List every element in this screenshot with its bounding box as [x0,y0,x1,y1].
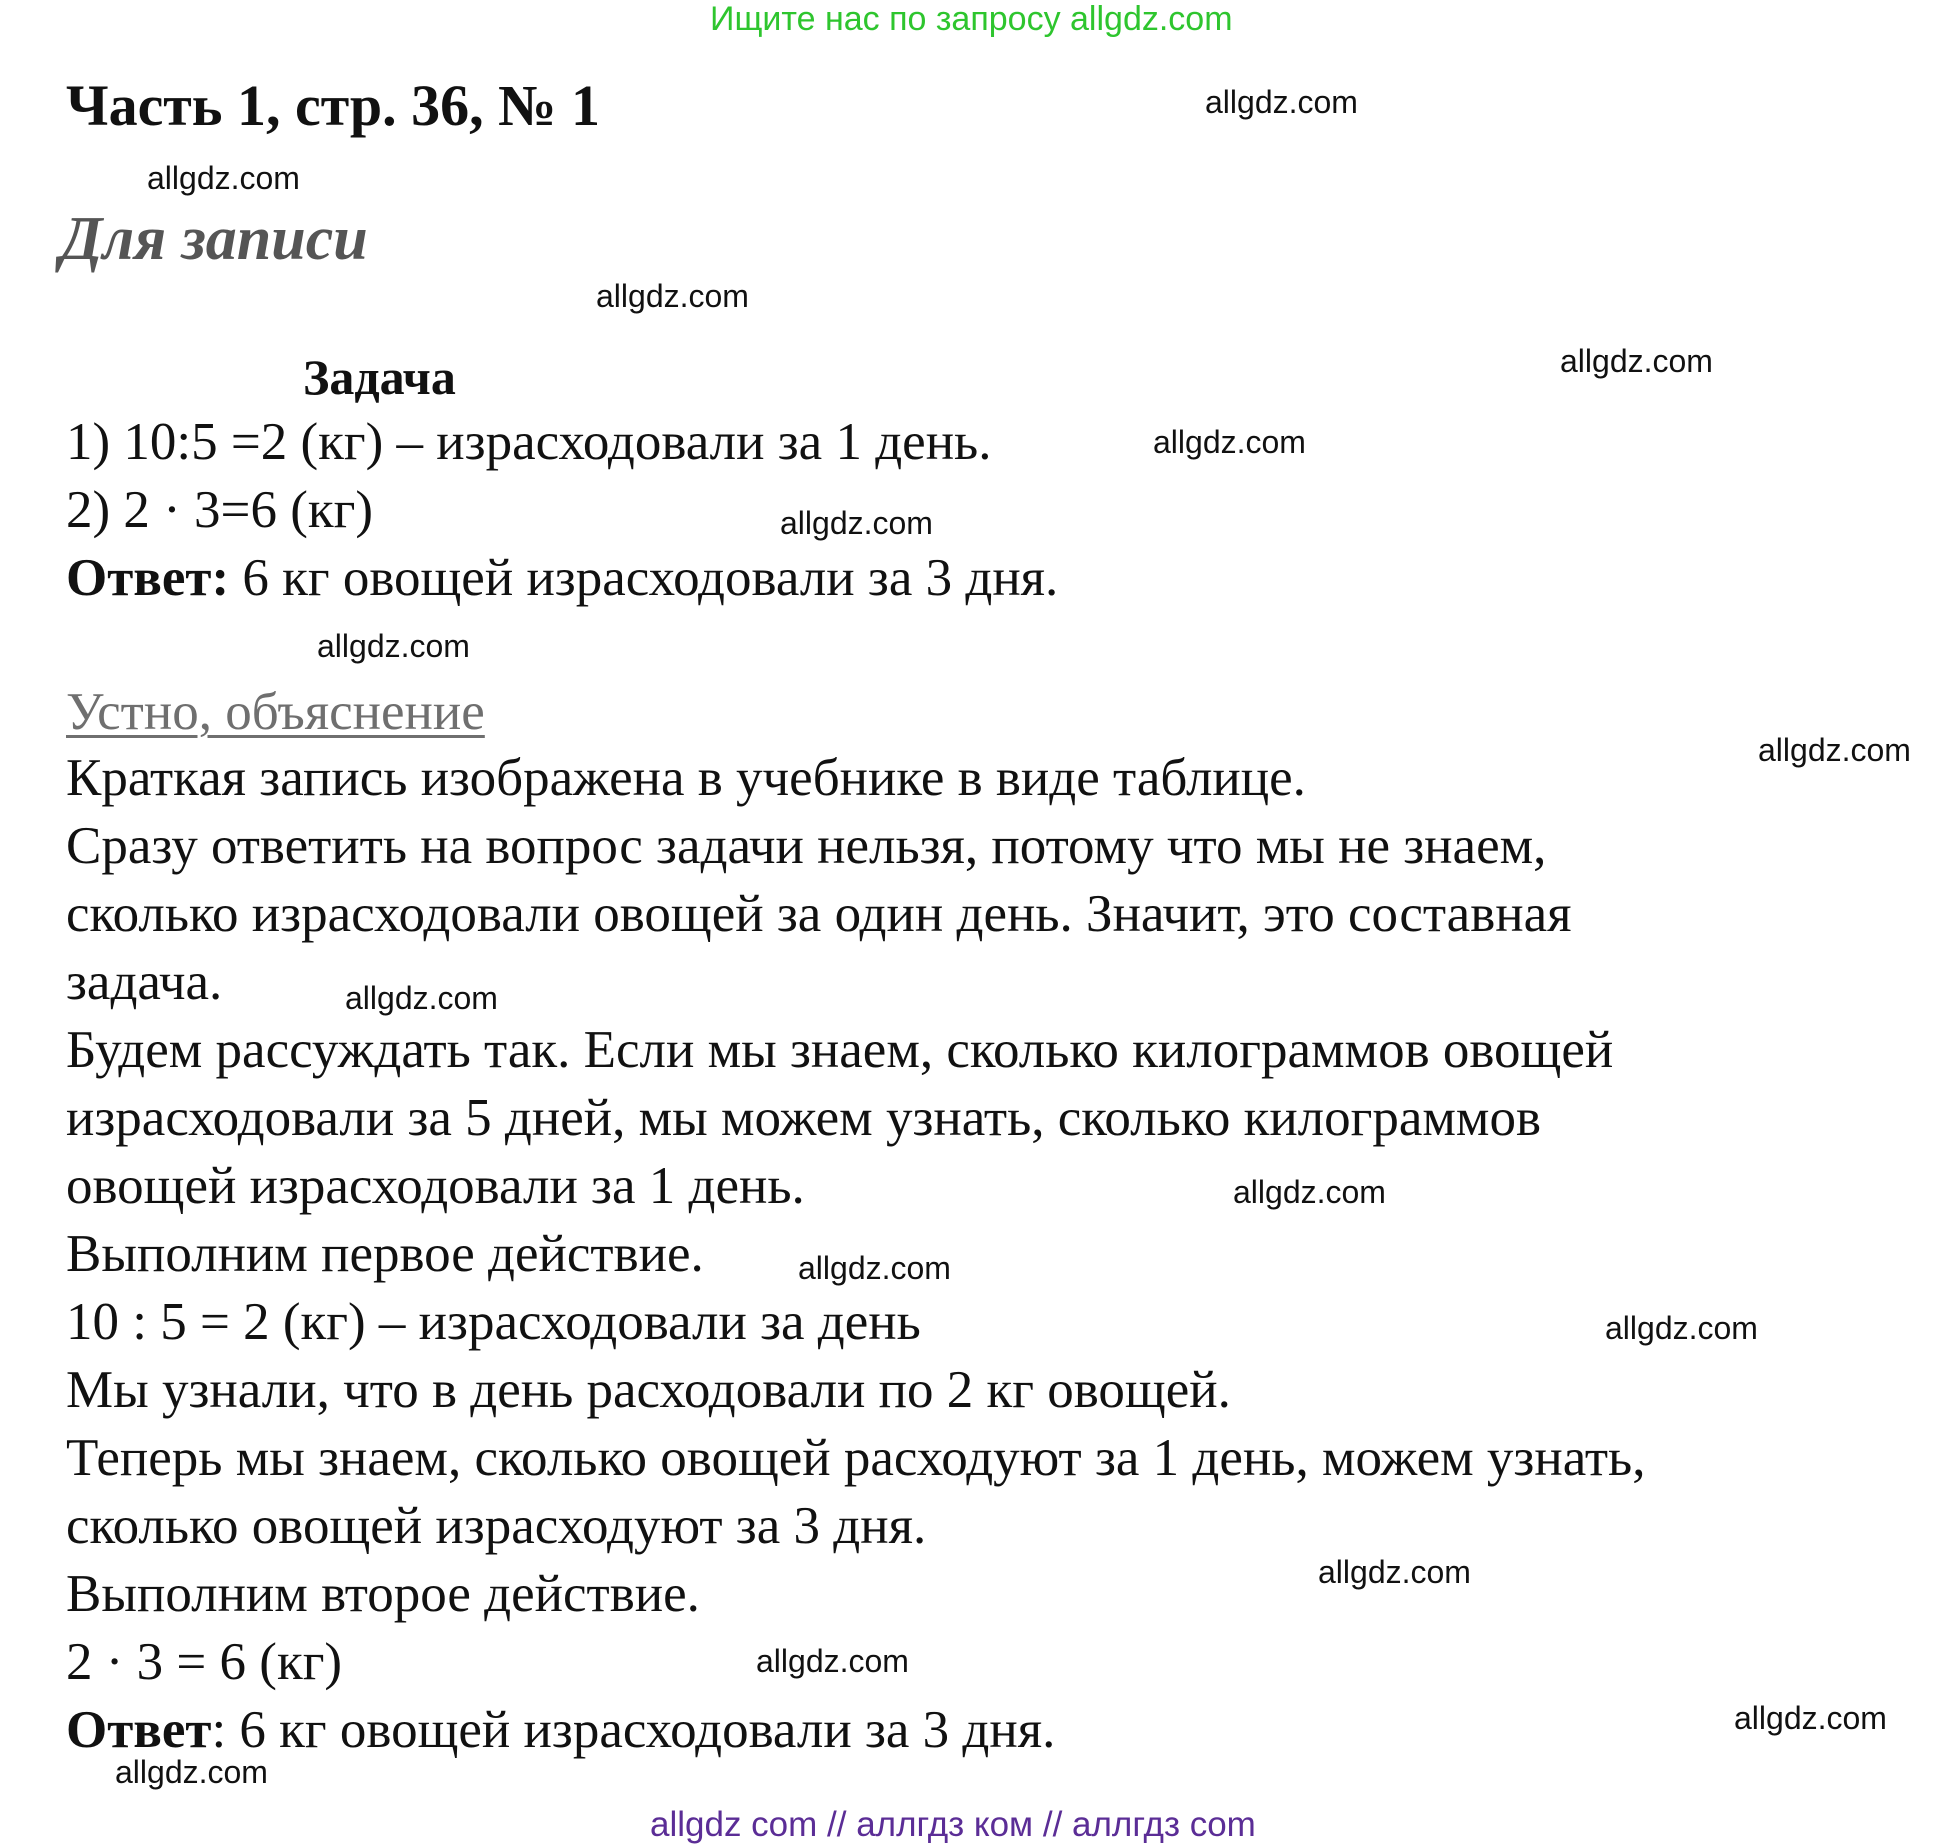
explanation-line: сколько израсходовали овощей за один день. Значит, это составная [66,885,1572,943]
watermark: allgdz.com [1233,1174,1386,1210]
explanation-line: Выполним второе действие. [66,1565,700,1623]
explanation-line: задача. [66,953,223,1011]
explanation-line: Мы узнали, что в день расходовали по 2 кг овощей. [66,1361,1231,1419]
explanation-line: 10 : 5 = 2 (кг) – израсходовали за день [66,1293,921,1351]
watermark: allgdz.com [780,505,933,541]
watermark: allgdz.com [756,1643,909,1679]
solution-step-2: 2) 2 · 3=6 (кг) [66,481,373,539]
answer-label: Ответ: [66,549,230,607]
watermark: allgdz.com [1605,1310,1758,1346]
explanation-line: Сразу ответить на вопрос задачи нельзя, потому что мы не знаем, [66,817,1547,875]
explanation-line: сколько овощей израсходуют за 3 дня. [66,1497,927,1555]
watermark: allgdz.com [1560,343,1713,379]
top-banner: Ищите нас по запросу allgdz.com [710,0,1233,38]
record-heading: Для записи [60,205,368,273]
watermark: allgdz.com [1734,1700,1887,1736]
watermark: allgdz.com [596,278,749,314]
solution-step-1: 1) 10:5 =2 (кг) – израсходовали за 1 день. [66,413,992,471]
explanation-line: Будем рассуждать так. Если мы знаем, сколько килограммов овощей [66,1021,1614,1079]
explanation-line: Выполним первое действие. [66,1225,704,1283]
footer-links: allgdz com // аллгдз ком // аллгдз com [650,1805,1256,1844]
answer-label: Ответ [66,1701,212,1759]
task-heading: Задача [303,349,456,405]
watermark: allgdz.com [1758,732,1911,768]
watermark: allgdz.com [798,1250,951,1286]
watermark: allgdz.com [147,160,300,196]
answer-text: : 6 кг овощей израсходовали за 3 дня. [211,1701,1056,1759]
watermark: allgdz.com [345,980,498,1016]
explanation-line: Теперь мы знаем, сколько овощей расходуют за 1 день, можем узнать, [66,1429,1646,1487]
explanation-line: овощей израсходовали за 1 день. [66,1157,805,1215]
watermark: allgdz.com [115,1754,268,1790]
watermark: allgdz.com [1205,84,1358,120]
watermark: allgdz.com [317,628,470,664]
oral-heading: Устно, объяснение [66,683,485,741]
oral-answer [66,1700,1055,1760]
explanation-line: израсходовали за 5 дней, мы можем узнать, сколько килограммов [66,1089,1541,1147]
answer-text: 6 кг овощей израсходовали за 3 дня. [229,549,1059,607]
record-answer [66,548,1058,608]
page-title: Часть 1, стр. 36, № 1 [66,73,600,138]
watermark: allgdz.com [1153,424,1306,460]
explanation-line: Краткая запись изображена в учебнике в виде таблице. [66,749,1306,807]
explanation-line: 2 · 3 = 6 (кг) [66,1633,343,1691]
watermark: allgdz.com [1318,1554,1471,1590]
